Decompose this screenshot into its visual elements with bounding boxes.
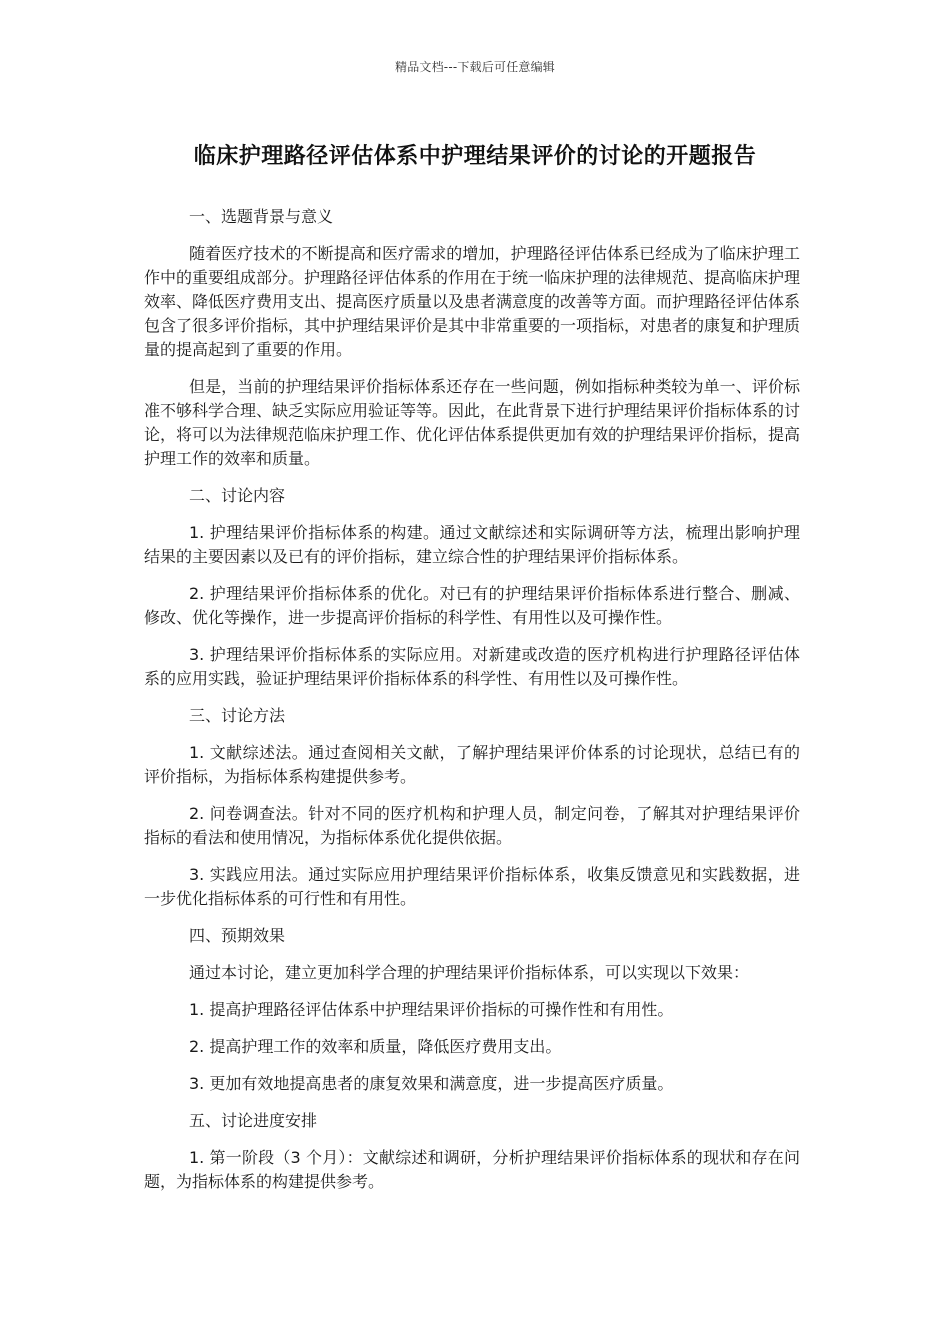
paragraph-background-1: 随着医疗技术的不断提高和医疗需求的增加，护理路径评估体系已经成为了临床护理工作中的重要组成部分。护理路径评估体系的作用在于统一临床护理的法律规范、提高临床护理效率、降低医疗费用支出、提高医疗质量以及患者满意度的改善等方面。而护理路径评估体系包含了很多评价指标，其中护理结果评价是其中非常重要的一项指标，对患者的康复和护理质量的提高起到了重要的作用。 bbox=[144, 244, 801, 359]
document-body bbox=[144, 205, 800, 1207]
page-header: 精品文档---下载后可任意编辑 bbox=[395, 60, 555, 74]
effect-item-2: 2. 提高护理工作的效率和质量，降低医疗费用支出。 bbox=[189, 1037, 562, 1056]
content-item-1: 1. 护理结果评价指标体系的构建。通过文献综述和实际调研等方法，梳理出影响护理结果的主要因素以及已有的评价指标，建立综合性的护理结果评价指标体系。 bbox=[144, 523, 800, 566]
content-item-2: 2. 护理结果评价指标体系的优化。对已有的护理结果评价指标体系进行整合、删减、修改、优化等操作，进一步提高评价指标的科学性、有用性以及可操作性。 bbox=[144, 584, 800, 627]
content-item-3: 3. 护理结果评价指标体系的实际应用。对新建或改造的医疗机构进行护理路径评估体系的应用实践，验证护理结果评价指标体系的科学性、有用性以及可操作性。 bbox=[144, 645, 800, 688]
method-item-3: 3. 实践应用法。通过实际应用护理结果评价指标体系，收集反馈意见和实践数据，进一步优化指标体系的可行性和有用性。 bbox=[144, 865, 800, 908]
method-item-2: 2. 问卷调查法。针对不同的医疗机构和护理人员，制定问卷，了解其对护理结果评价指标的看法和使用情况，为指标体系优化提供依据。 bbox=[144, 804, 800, 847]
expected-effects-intro: 通过本讨论，建立更加科学合理的护理结果评价指标体系，可以实现以下效果： bbox=[189, 963, 750, 982]
section-heading-schedule: 五、讨论进度安排 bbox=[189, 1111, 318, 1130]
section-heading-expected-effects: 四、预期效果 bbox=[189, 926, 286, 945]
effect-item-3: 3. 更加有效地提高患者的康复效果和满意度，进一步提高医疗质量。 bbox=[189, 1074, 674, 1093]
schedule-item-1: 1. 第一阶段（3 个月）：文献综述和调研，分析护理结果评价指标体系的现状和存在问题，为指标体系的构建提供参考。 bbox=[144, 1148, 800, 1191]
paragraph-background-2: 但是，当前的护理结果评价指标体系还存在一些问题，例如指标种类较为单一、评价标准不够科学合理、缺乏实际应用验证等等。因此，在此背景下进行护理结果评价指标体系的讨论，将可以为法律规范临床护理工作、优化评估体系提供更加有效的护理结果评价指标，提高护理工作的效率和质量。 bbox=[144, 377, 801, 468]
document-title: 临床护理路径评估体系中护理结果评价的讨论的开题报告 bbox=[193, 144, 757, 169]
method-item-1: 1. 文献综述法。通过查阅相关文献，了解护理结果评价体系的讨论现状，总结已有的评价指标，为指标体系构建提供参考。 bbox=[144, 743, 800, 786]
effect-item-1: 1. 提高护理路径评估体系中护理结果评价指标的可操作性和有用性。 bbox=[189, 1000, 674, 1019]
section-heading-content: 二、讨论内容 bbox=[189, 486, 286, 505]
section-heading-background: 一、选题背景与意义 bbox=[189, 207, 334, 226]
section-heading-methods: 三、讨论方法 bbox=[189, 706, 286, 725]
